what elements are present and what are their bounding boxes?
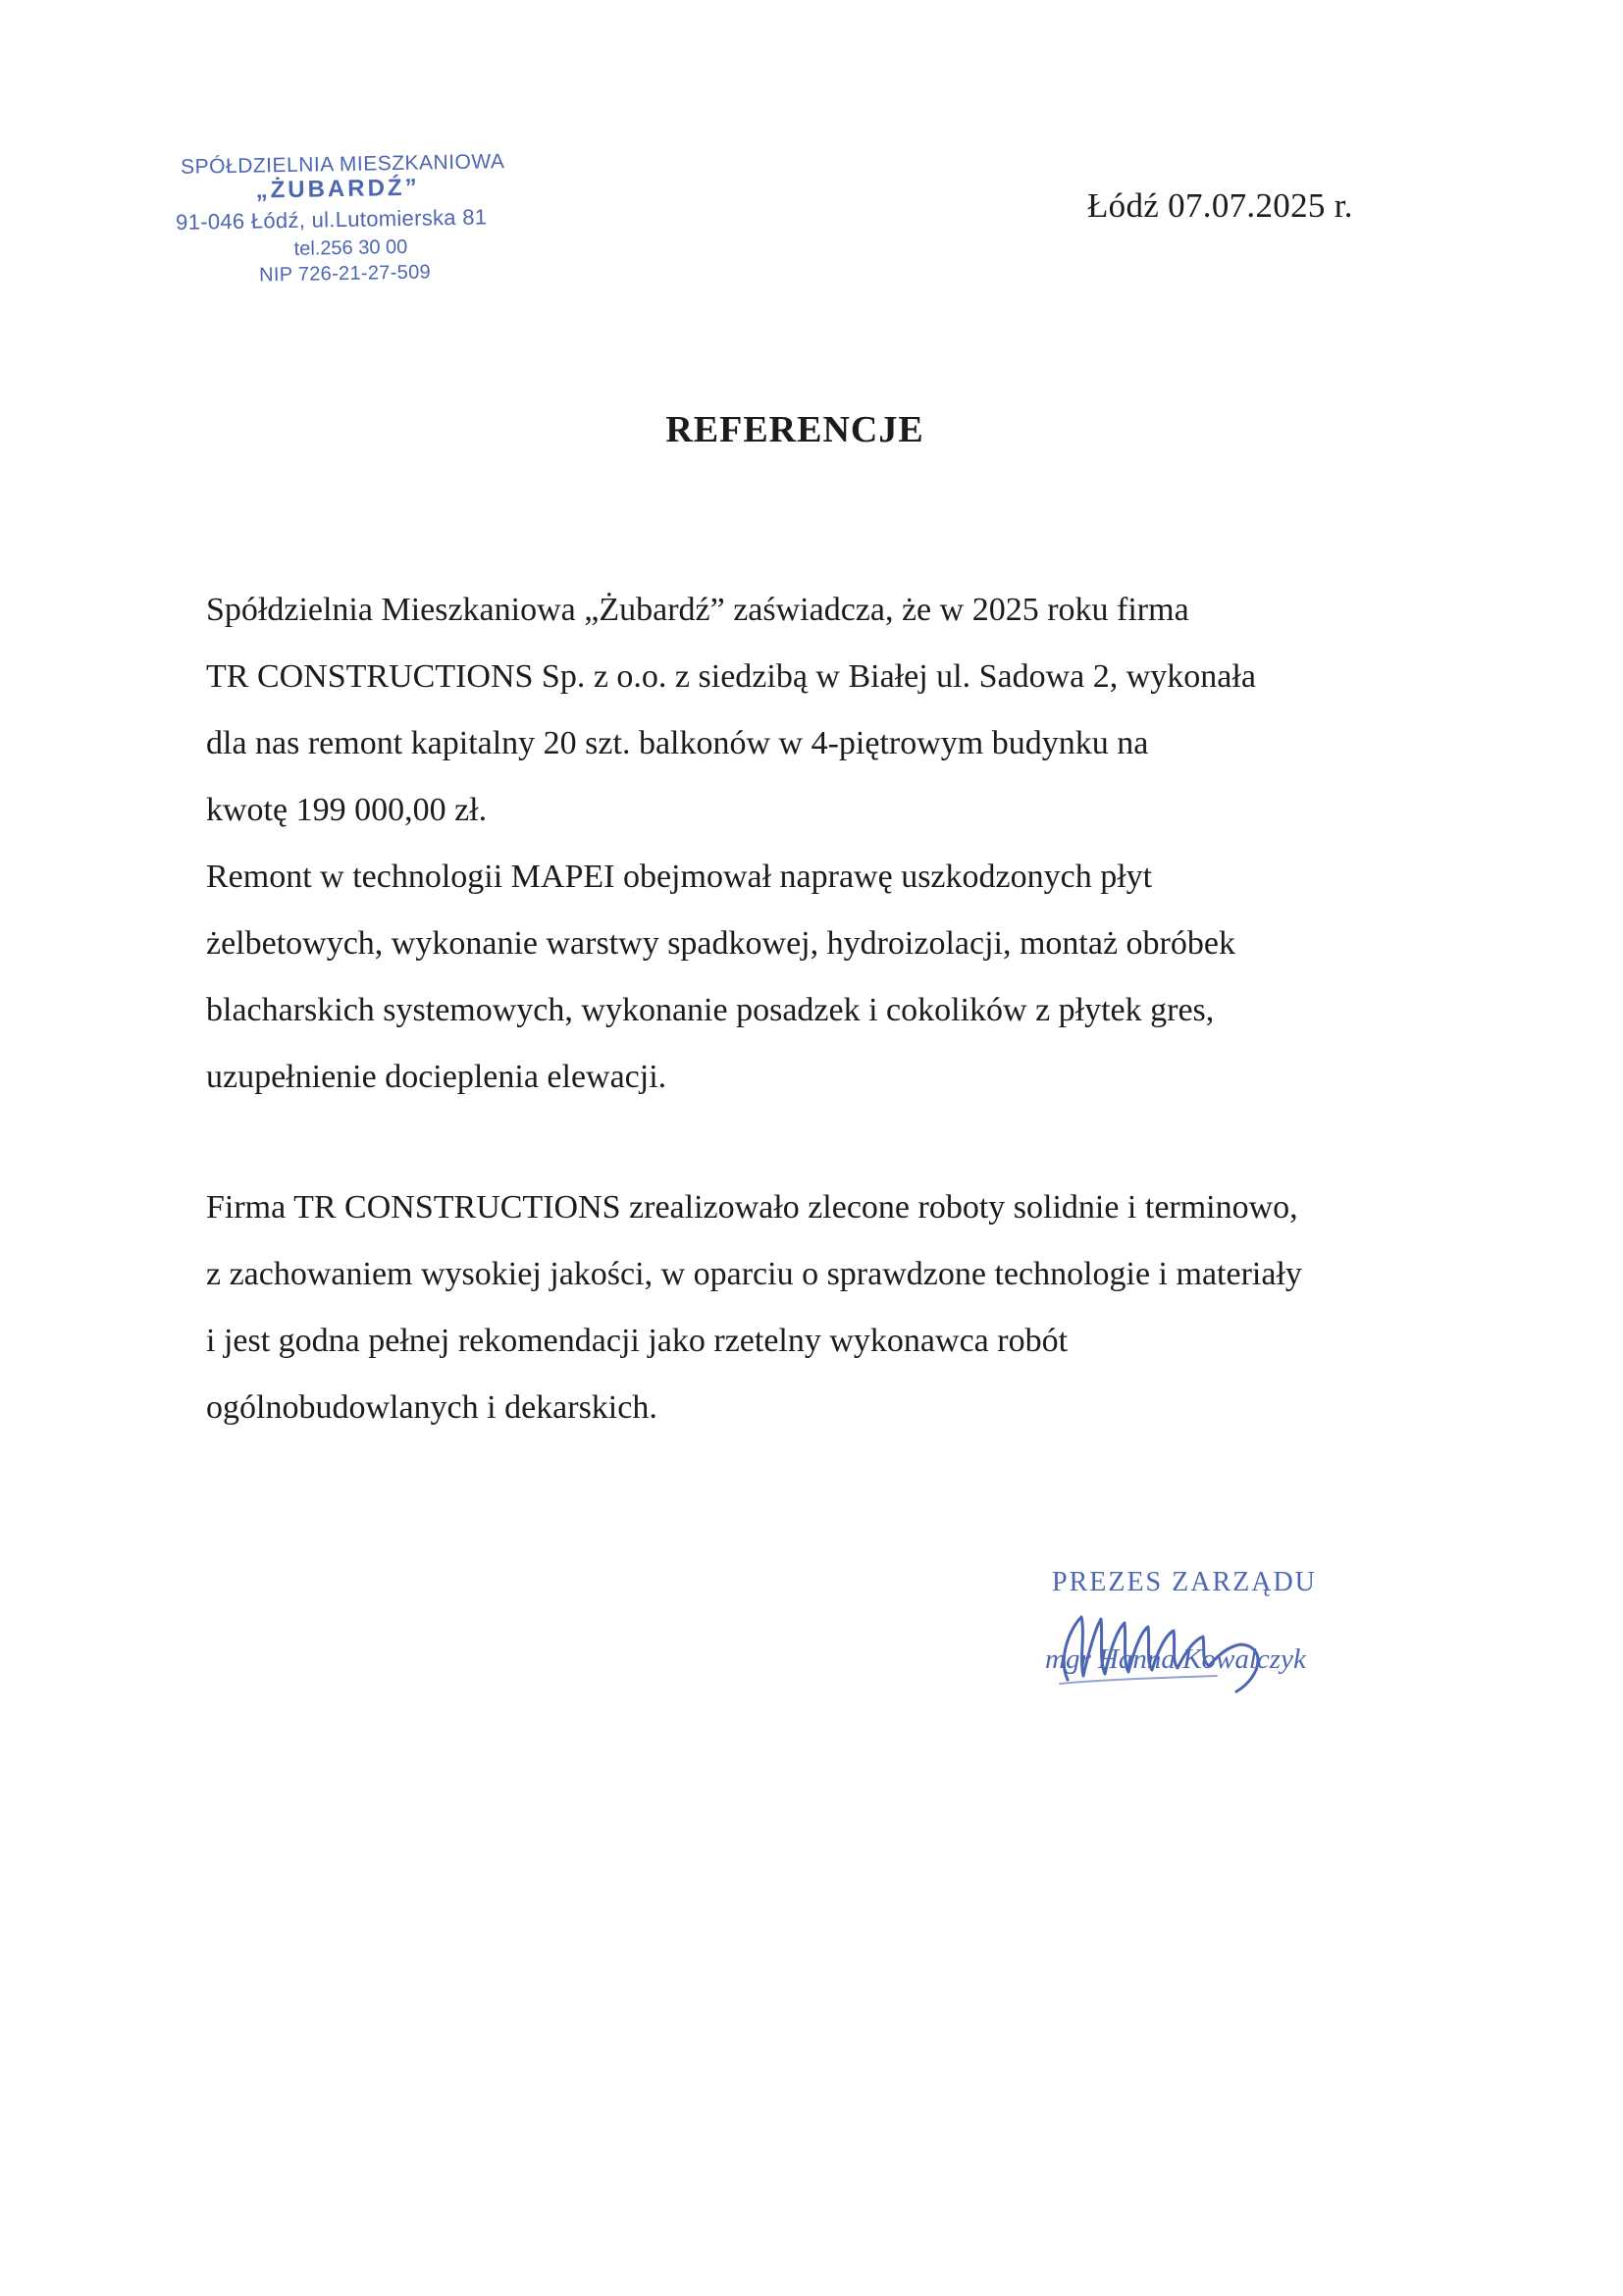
letter-date: Łódź 07.07.2025 r.	[1087, 186, 1353, 225]
stamp-org-name: SPÓŁDZIELNIA MIESZKANIOWA	[180, 150, 505, 179]
body-line: Firma TR CONSTRUCTIONS zrealizowało zlecone roboty solidnie i terminowo,	[206, 1189, 1298, 1226]
letter-title: REFERENCJE	[665, 409, 924, 450]
body-line: ogólnobudowlanych i dekarskich.	[206, 1389, 657, 1426]
signatory-name: mgr Hanna Kowalczyk	[1045, 1644, 1306, 1675]
body-paragraph-1	[206, 577, 1511, 1111]
body-line: blacharskich systemowych, wykonanie posadzek i cokolików z płytek gres,	[206, 992, 1215, 1028]
body-line: żelbetowych, wykonanie warstwy spadkowej, hydroizolacji, montaż obróbek	[206, 925, 1235, 962]
stamp-address: 91-046 Łódź, ul.Lutomierska 81	[175, 204, 488, 235]
body-line: i jest godna pełnej rekomendacji jako rzetelny wykonawca robót	[206, 1323, 1069, 1359]
body-line: TR CONSTRUCTIONS Sp. z o.o. z siedzibą w Białej ul. Sadowa 2, wykonała	[206, 658, 1256, 695]
stamp-phone: tel.256 30 00	[293, 235, 408, 260]
body-line: Remont w technologii MAPEI obejmował naprawę uszkodzonych płyt	[206, 859, 1153, 895]
signatory-role: PREZES ZARZĄDU	[1052, 1567, 1317, 1597]
body-line: uzupełnienie docieplenia elewacji.	[206, 1059, 667, 1095]
body-line: z zachowaniem wysokiej jakości, w oparciu o sprawdzone technologie i materiały	[206, 1256, 1302, 1292]
handwritten-signature	[1040, 1590, 1325, 1697]
body-line: kwotę 199 000,00 zł.	[206, 792, 488, 828]
stamp-nip: NIP 726-21-27-509	[258, 261, 432, 287]
organization-stamp	[175, 150, 540, 287]
body-paragraph-2	[206, 1174, 1511, 1441]
stamp-org-short-name: „ŻUBARDŹ”	[255, 174, 420, 204]
body-line: dla nas remont kapitalny 20 szt. balkonów w 4-piętrowym budynku na	[206, 725, 1149, 761]
body-line: Spółdzielnia Mieszkaniowa „Żubardź” zaświadcza, że w 2025 roku firma	[206, 592, 1189, 628]
